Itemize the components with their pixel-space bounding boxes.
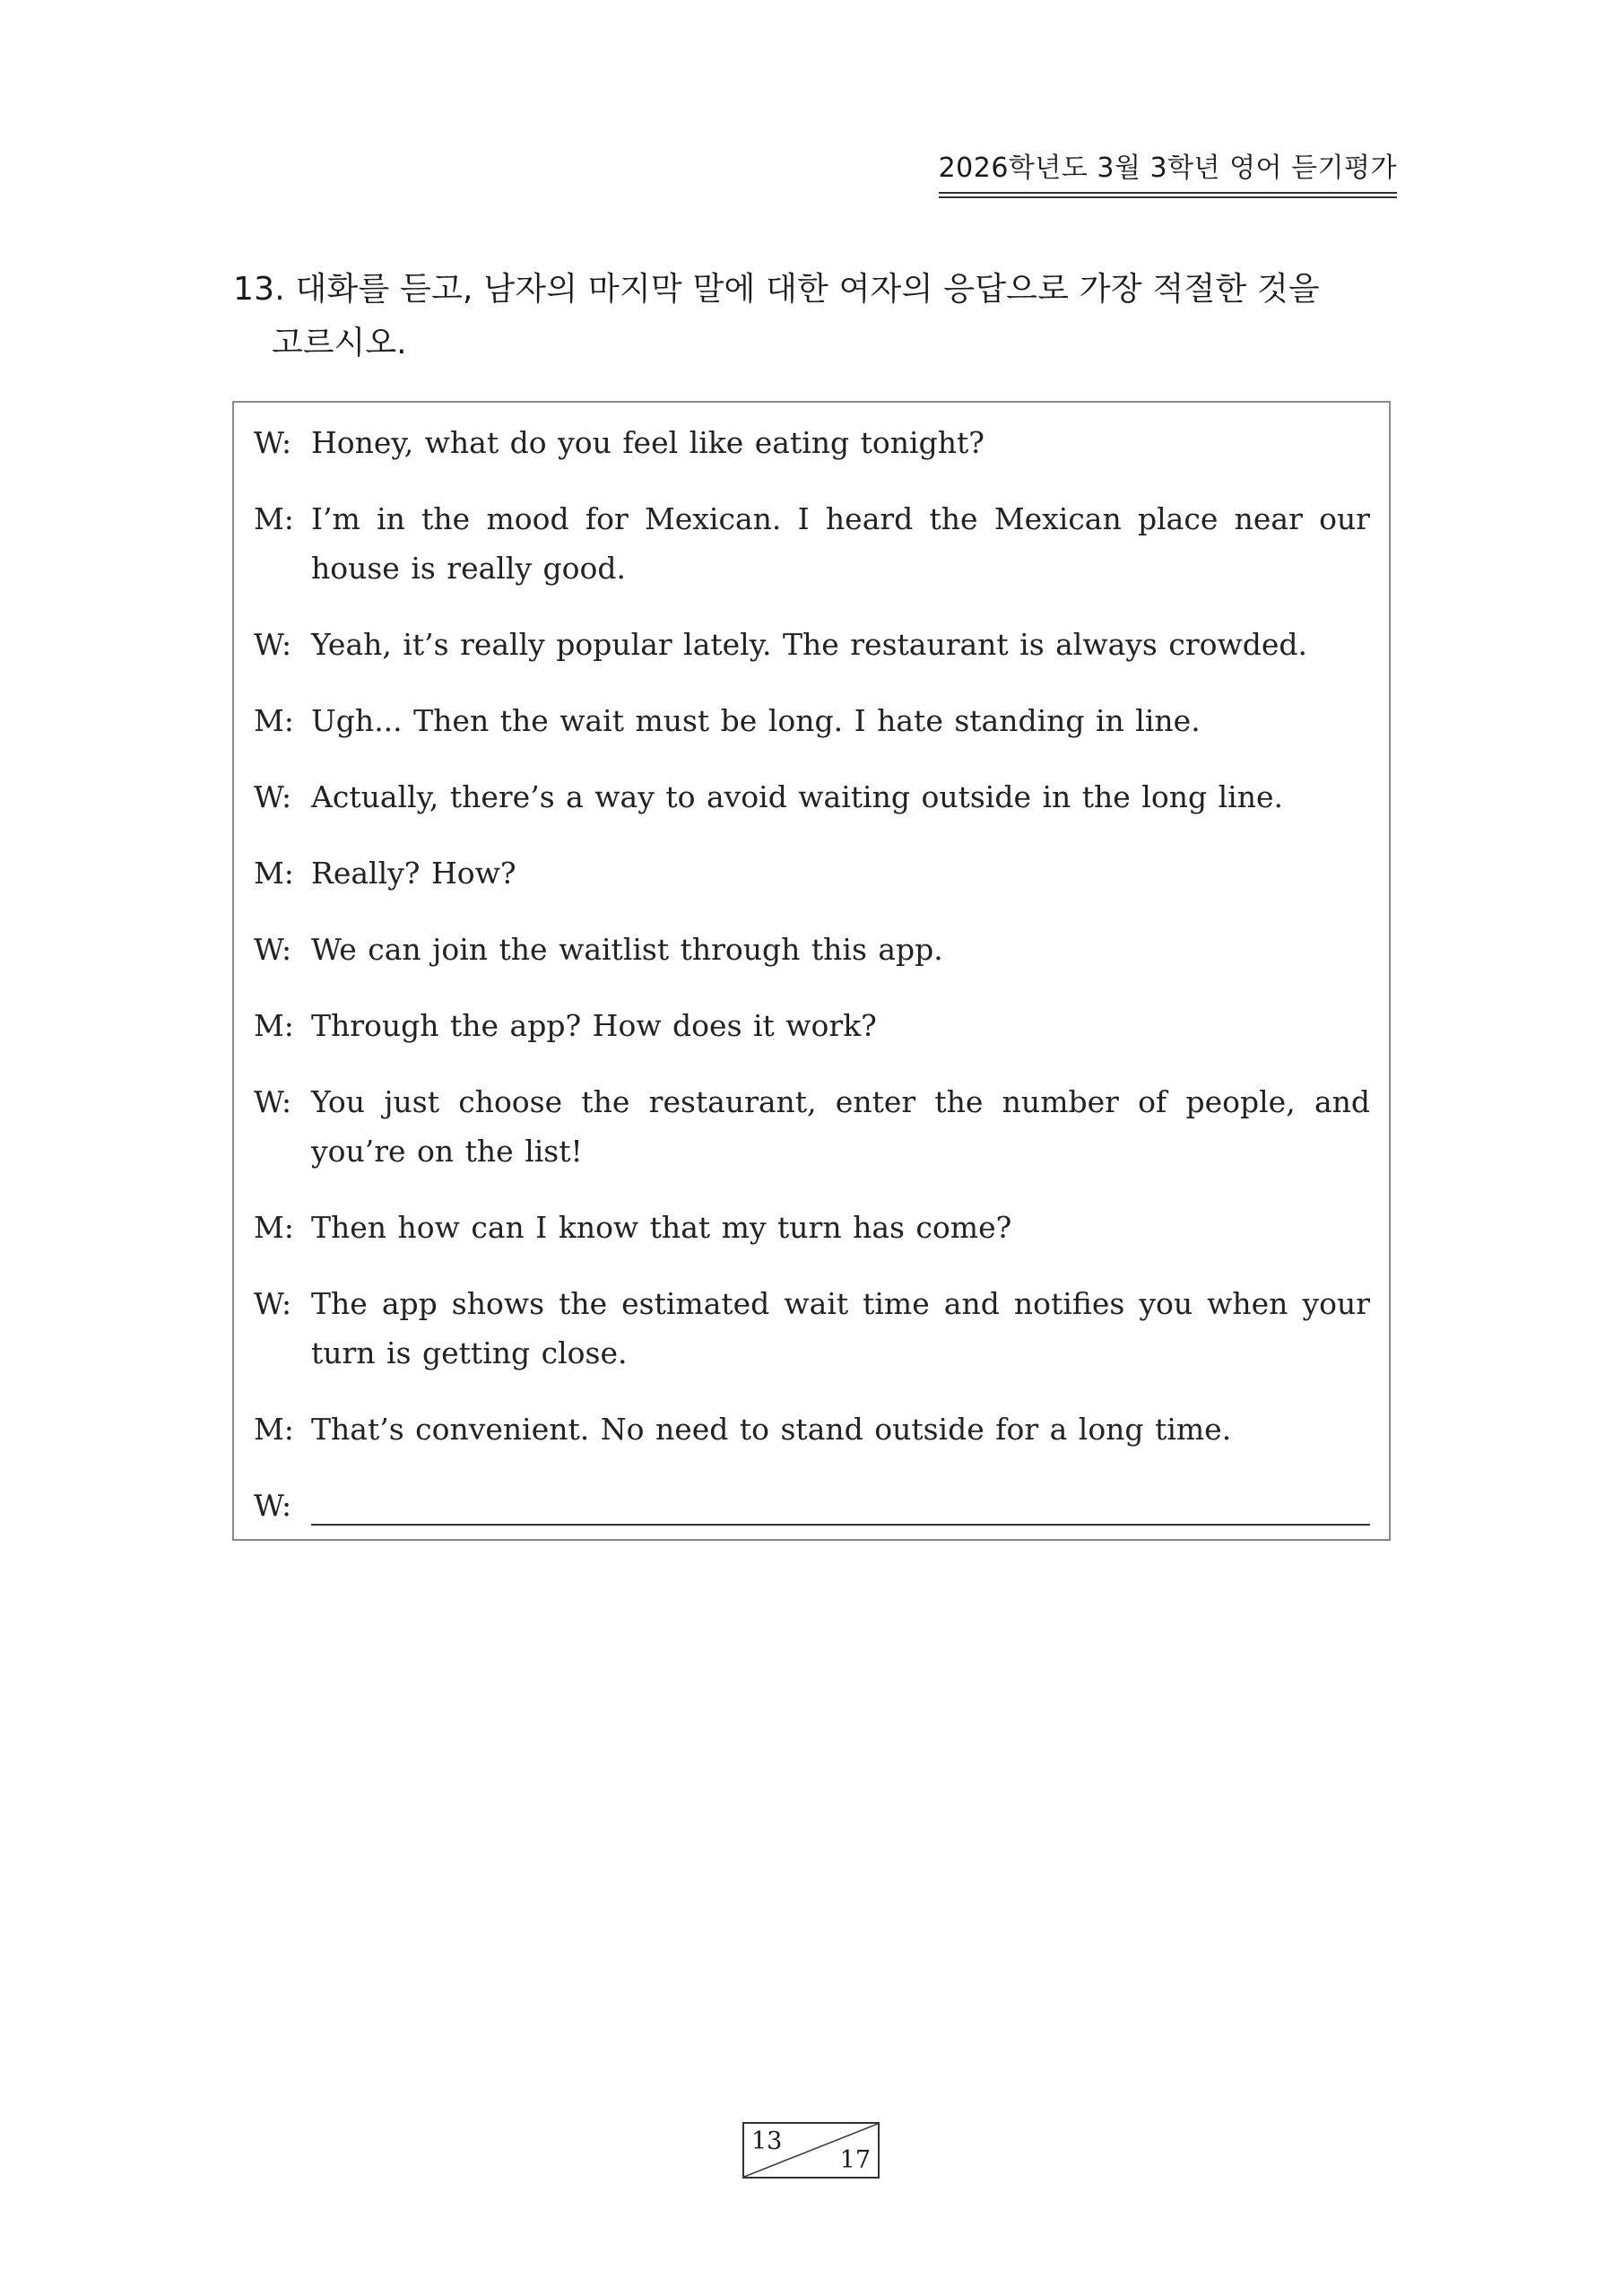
dialogue-final-line — [254, 1481, 1370, 1530]
dialogue-text: Through the app? How does it work? — [311, 1008, 877, 1043]
question-prompt-line-1 — [233, 263, 1399, 317]
dialogue-line — [254, 848, 1370, 898]
page-number-box — [742, 2122, 880, 2179]
exam-title: 2026학년도 3월 3학년 영어 듣기평가 — [938, 152, 1397, 184]
dialogue-line — [254, 418, 1370, 467]
dialogue-line — [254, 1279, 1370, 1378]
dialogue-text: The app shows the estimated wait time and notifies you when your turn is getting close. — [311, 1286, 1370, 1370]
question-prompt-line-2: 고르시오. — [272, 325, 407, 361]
total-pages: 17 — [839, 2146, 871, 2174]
speaker-label: M: — [254, 1210, 294, 1245]
question-number: 13. — [233, 271, 285, 308]
speaker-label: W: — [254, 932, 292, 967]
dialogue-text: Really? How? — [311, 856, 516, 891]
dialogue-text: You just choose the restaurant, enter the number of people, and you’re on the list! — [311, 1084, 1370, 1169]
dialogue-text: Yeah, it’s really popular lately. The restaurant is always crowded. — [311, 627, 1307, 662]
answer-blank — [311, 1481, 1370, 1526]
speaker-label: W: — [254, 425, 292, 460]
dialogue-line — [254, 620, 1370, 669]
header-double-rule — [939, 192, 1397, 198]
dialogue-lines — [254, 418, 1370, 1557]
dialogue-text: Ugh... Then the wait must be long. I hate standing in line. — [311, 703, 1201, 738]
dialogue-text: Then how can I know that my turn has come? — [311, 1210, 1012, 1245]
speaker-label: M: — [254, 703, 294, 738]
dialogue-line — [254, 1203, 1370, 1252]
current-page: 13 — [751, 2127, 783, 2155]
dialogue-text: Honey, what do you feel like eating tonight? — [311, 425, 984, 460]
speaker-label: W: — [254, 779, 292, 814]
speaker-label: M: — [254, 1008, 294, 1043]
dialogue-script-box — [232, 401, 1391, 1541]
speaker-label: W: — [254, 1084, 292, 1119]
question-13 — [233, 263, 1399, 370]
speaker-label: W: — [254, 1286, 292, 1321]
dialogue-line — [254, 696, 1370, 745]
dialogue-text: We can join the waitlist through this app. — [311, 932, 943, 967]
dialogue-line — [254, 1001, 1370, 1050]
dialogue-line — [254, 772, 1370, 822]
question-prompt-text: 대화를 듣고, 남자의 마지막 말에 대한 여자의 응답으로 가장 적절한 것을 — [295, 271, 1320, 308]
dialogue-line — [254, 925, 1370, 974]
dialogue-line — [254, 1077, 1370, 1176]
dialogue-line — [254, 1405, 1370, 1454]
speaker-label: M: — [254, 856, 294, 891]
speaker-label: M: — [254, 1412, 294, 1447]
dialogue-text: That’s convenient. No need to stand outside for a long time. — [311, 1412, 1232, 1447]
speaker-label: W: — [254, 1488, 292, 1523]
page-header — [939, 149, 1397, 198]
dialogue-line — [254, 494, 1370, 593]
dialogue-text: Actually, there’s a way to avoid waiting outside in the long line. — [311, 779, 1283, 814]
dialogue-text: I’m in the mood for Mexican. I heard the Mexican place near our house is really good. — [311, 501, 1370, 586]
speaker-label: M: — [254, 501, 294, 536]
speaker-label: W: — [254, 627, 292, 662]
